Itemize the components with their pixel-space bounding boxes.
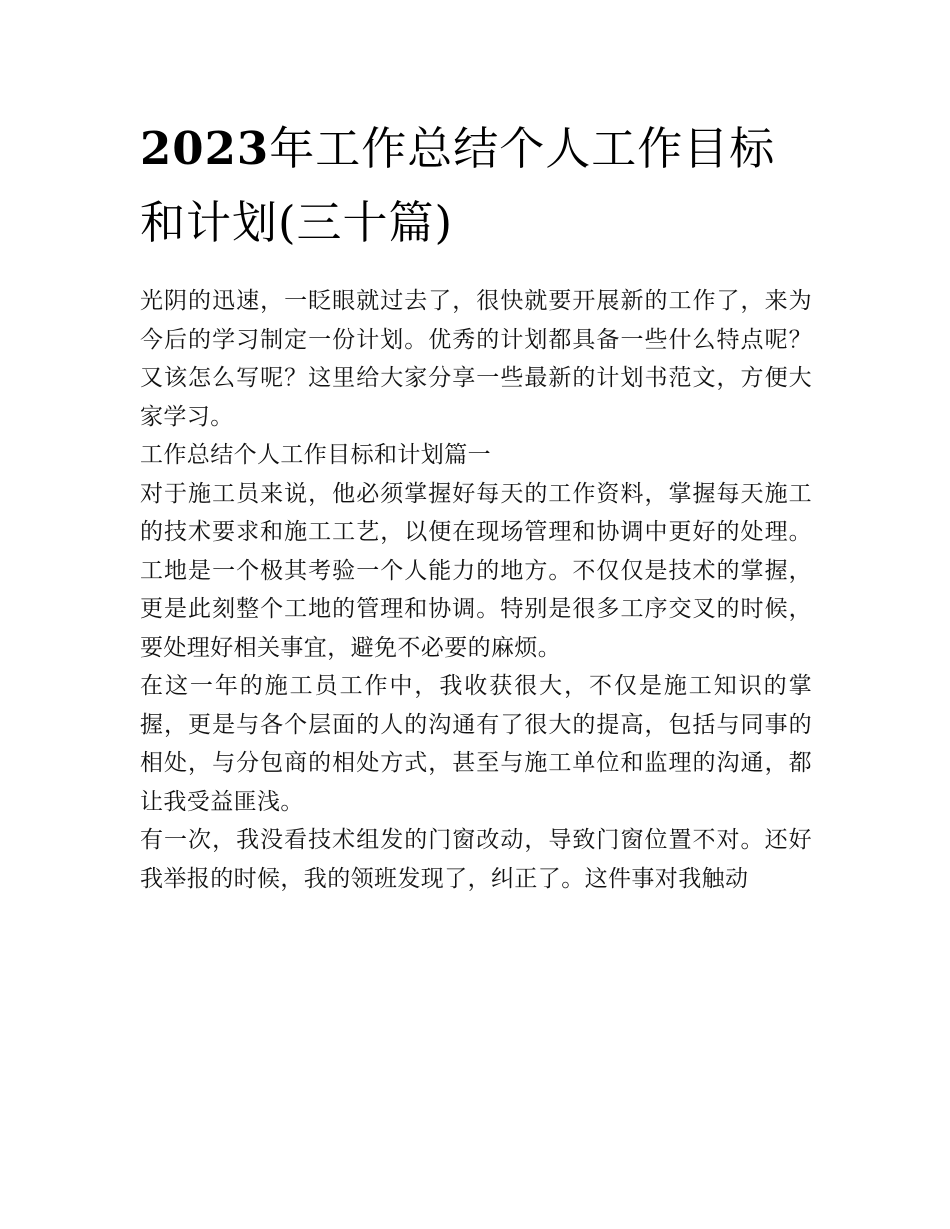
document-body — [140, 112, 812, 898]
section-heading: 工作总结个人工作目标和计划篇一 — [140, 442, 491, 468]
title-year: 2023 — [140, 122, 270, 175]
title-text: 年工作总结个人工作目标和计划(三十篇) — [140, 122, 776, 249]
body-paragraph: 对于施工员来说，他必须掌握好每天的工作资料，掌握每天施工的技术要求和施工工艺，以便在现场管理和协调中更好的处理。工地是一个极其考验一个人能力的地方。不仅仅是技术的掌握，更是此刻整个工地的管理和协调。特别是很多工序交叉的时候，要处理好相关事宜，避免不必要的麻烦。 — [140, 480, 812, 661]
document-title — [140, 112, 812, 260]
intro-paragraph: 光阴的迅速，一眨眼就过去了，很快就要开展新的工作了，来为今后的学习制定一份计划。优秀的计划都具备一些什么特点呢？又该怎么写呢？这里给大家分享一些最新的计划书范文，方便大家学习。 — [140, 288, 812, 430]
body-paragraph: 在这一年的施工员工作中，我收获很大，不仅是施工知识的掌握，更是与各个层面的人的沟通有了很大的提高，包括与同事的相处，与分包商的相处方式，甚至与施工单位和监理的沟通，都让我受益匪浅。 — [140, 673, 812, 815]
body-paragraph: 有一次，我没看技术组发的门窗改动，导致门窗位置不对。还好我举报的时候，我的领班发现了，纠正了。这件事对我触动 — [140, 827, 812, 892]
